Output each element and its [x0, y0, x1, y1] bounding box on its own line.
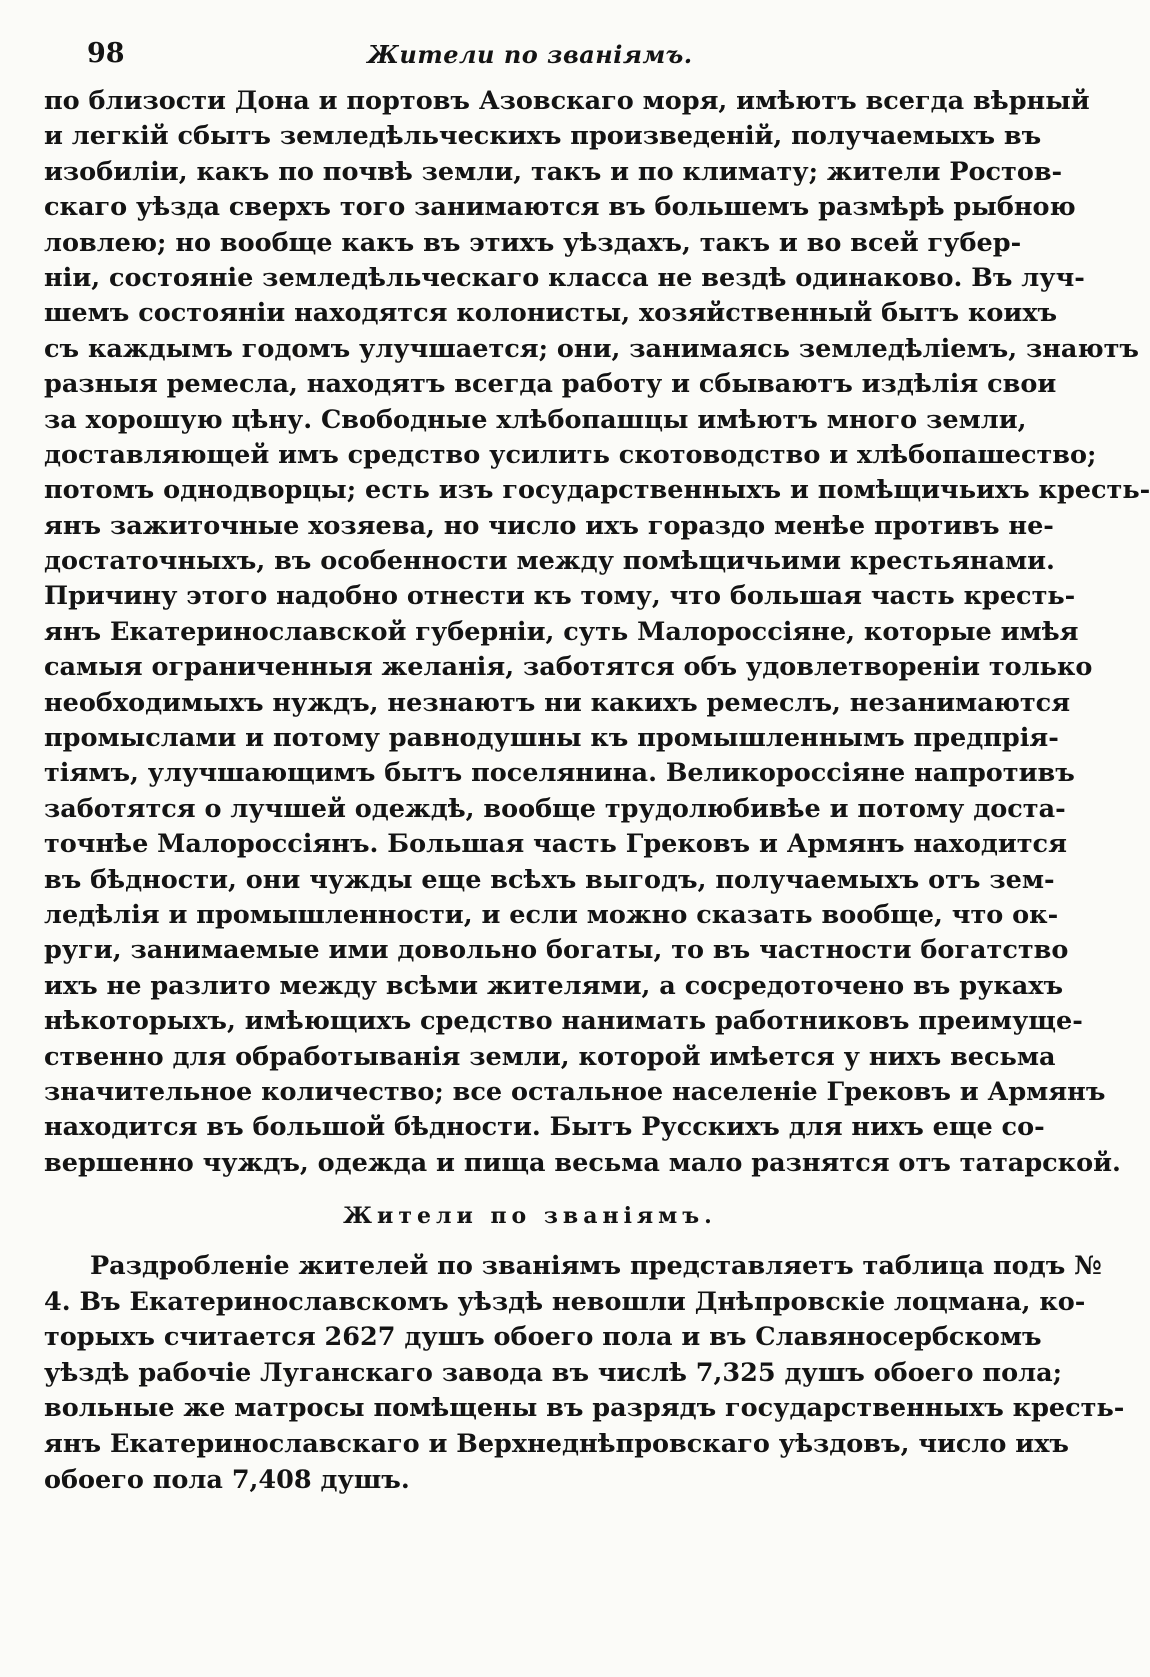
- paragraph-2: [44, 1249, 1125, 1498]
- text-line: находится въ большой бѣдности. Бытъ Русскихъ для нихъ еще со-: [44, 1112, 1045, 1143]
- text-line: необходимыхъ нуждъ, незнаютъ ни какихъ ремеслъ, незанимаются: [44, 687, 1071, 718]
- book-page: [44, 34, 1150, 1498]
- text-line: доставляющей имъ средство усилить скотоводство и хлѣбопашество;: [44, 439, 1097, 470]
- text-line: потомъ однодворцы; есть изъ государственныхъ и помѣщичьихъ кресть-: [44, 475, 1150, 506]
- text-line: янъ зажиточные хозяева, но число ихъ гораздо менѣе противъ не-: [44, 510, 1054, 541]
- text-line: вершенно чуждъ, одежда и пища весьма мало разнятся отъ татарской.: [44, 1147, 1121, 1178]
- text-line: уѣздѣ рабочіе Луганскаго завода въ числѣ 7,325 душъ обоего пола;: [44, 1357, 1063, 1388]
- text-line: и легкій сбытъ земледѣльческихъ произведеній, получаемыхъ въ: [44, 121, 1042, 152]
- text-line: въ бѣдности, они чужды еще всѣхъ выгодъ, получаемыхъ отъ зем-: [44, 864, 1055, 895]
- text-line: нѣкоторыхъ, имѣющихъ средство нанимать работниковъ преимуще-: [44, 1006, 1083, 1037]
- text-line: ихъ не разлито между всѣми жителями, а сосредоточено въ рукахъ: [44, 970, 1064, 1001]
- running-head: [44, 34, 1016, 82]
- text-line: ледѣлія и промышленности, и если можно сказать вообще, что ок-: [44, 899, 1059, 930]
- page-number: 98: [87, 38, 125, 69]
- section-heading: Жители по званіямъ.: [343, 1203, 717, 1230]
- text-line: руги, занимаемые ими довольно богаты, то въ частности богатство: [44, 935, 1069, 966]
- running-title: Жители по званіямъ.: [367, 40, 693, 69]
- text-line: самыя ограниченныя желанія, заботятся объ удовлетвореніи только: [44, 652, 1093, 683]
- text-line: за хорошую цѣну. Свободные хлѣбопашцы имѣютъ много земли,: [44, 404, 1027, 435]
- text-line: Раздробленіе жителей по званіямъ представляетъ таблица подъ №: [90, 1251, 1102, 1282]
- text-line: промыслами и потому равнодушны къ промышленнымъ предпрія-: [44, 723, 1059, 754]
- text-line: ственно для обработыванія земли, которой имѣется у нихъ весьма: [44, 1041, 1056, 1072]
- text-line: янъ Екатеринославской губерніи, суть Малороссіяне, которые имѣя: [44, 616, 1079, 647]
- text-line: янъ Екатеринославскаго и Верхнеднѣпровскаго уѣздовъ, число ихъ: [44, 1429, 1069, 1460]
- text-line: 4. Въ Екатеринославскомъ уѣздѣ невошли Днѣпровскіе лоцмана, ко-: [44, 1286, 1086, 1317]
- text-line: ніи, состояніе земледѣльческаго класса не вездѣ одинаково. Въ луч-: [44, 262, 1085, 293]
- text-line: точнѣе Малороссіянъ. Большая часть Грековъ и Армянъ находится: [44, 829, 1067, 860]
- paragraph-1: [44, 84, 1150, 1181]
- text-line: Причину этого надобно отнести къ тому, что большая часть кресть-: [44, 581, 1076, 612]
- text-line: заботятся о лучшей одеждѣ, вообще трудолюбивѣе и потому доста-: [44, 793, 1066, 824]
- text-line: разныя ремесла, находятъ всегда работу и сбываютъ издѣлія свои: [44, 369, 1057, 400]
- text-line: по близости Дона и портовъ Азовскаго моря, имѣютъ всегда вѣрный: [44, 86, 1090, 116]
- text-line: тіямъ, улучшающимъ бытъ поселянина. Великороссіяне напротивъ: [44, 758, 1075, 789]
- text-line: вольные же матросы помѣщены въ разрядъ государственныхъ кресть-: [44, 1393, 1125, 1424]
- text-line: изобиліи, какъ по почвѣ земли, такъ и по климату; жители Ростов-: [44, 156, 1063, 187]
- text-line: торыхъ считается 2627 душъ обоего пола и въ Славяносербскомъ: [44, 1322, 1042, 1353]
- text-line: ловлею; но вообще какъ въ этихъ уѣздахъ, такъ и во всей губер-: [44, 227, 1022, 258]
- text-line: съ каждымъ годомъ улучшается; они, занимаясь земледѣліемъ, знаютъ: [44, 333, 1139, 364]
- text-line: шемъ состояніи находятся колонисты, хозяйственный бытъ коихъ: [44, 298, 1058, 329]
- text-line: достаточныхъ, въ особенности между помѣщичьими крестьянами.: [44, 546, 1055, 577]
- text-line: обоего пола 7,408 душъ.: [44, 1464, 410, 1495]
- text-line: значительное количество; все остальное населеніе Грековъ и Армянъ: [44, 1076, 1106, 1107]
- text-line: скаго уѣзда сверхъ того занимаются въ большемъ размѣрѣ рыбною: [44, 192, 1076, 223]
